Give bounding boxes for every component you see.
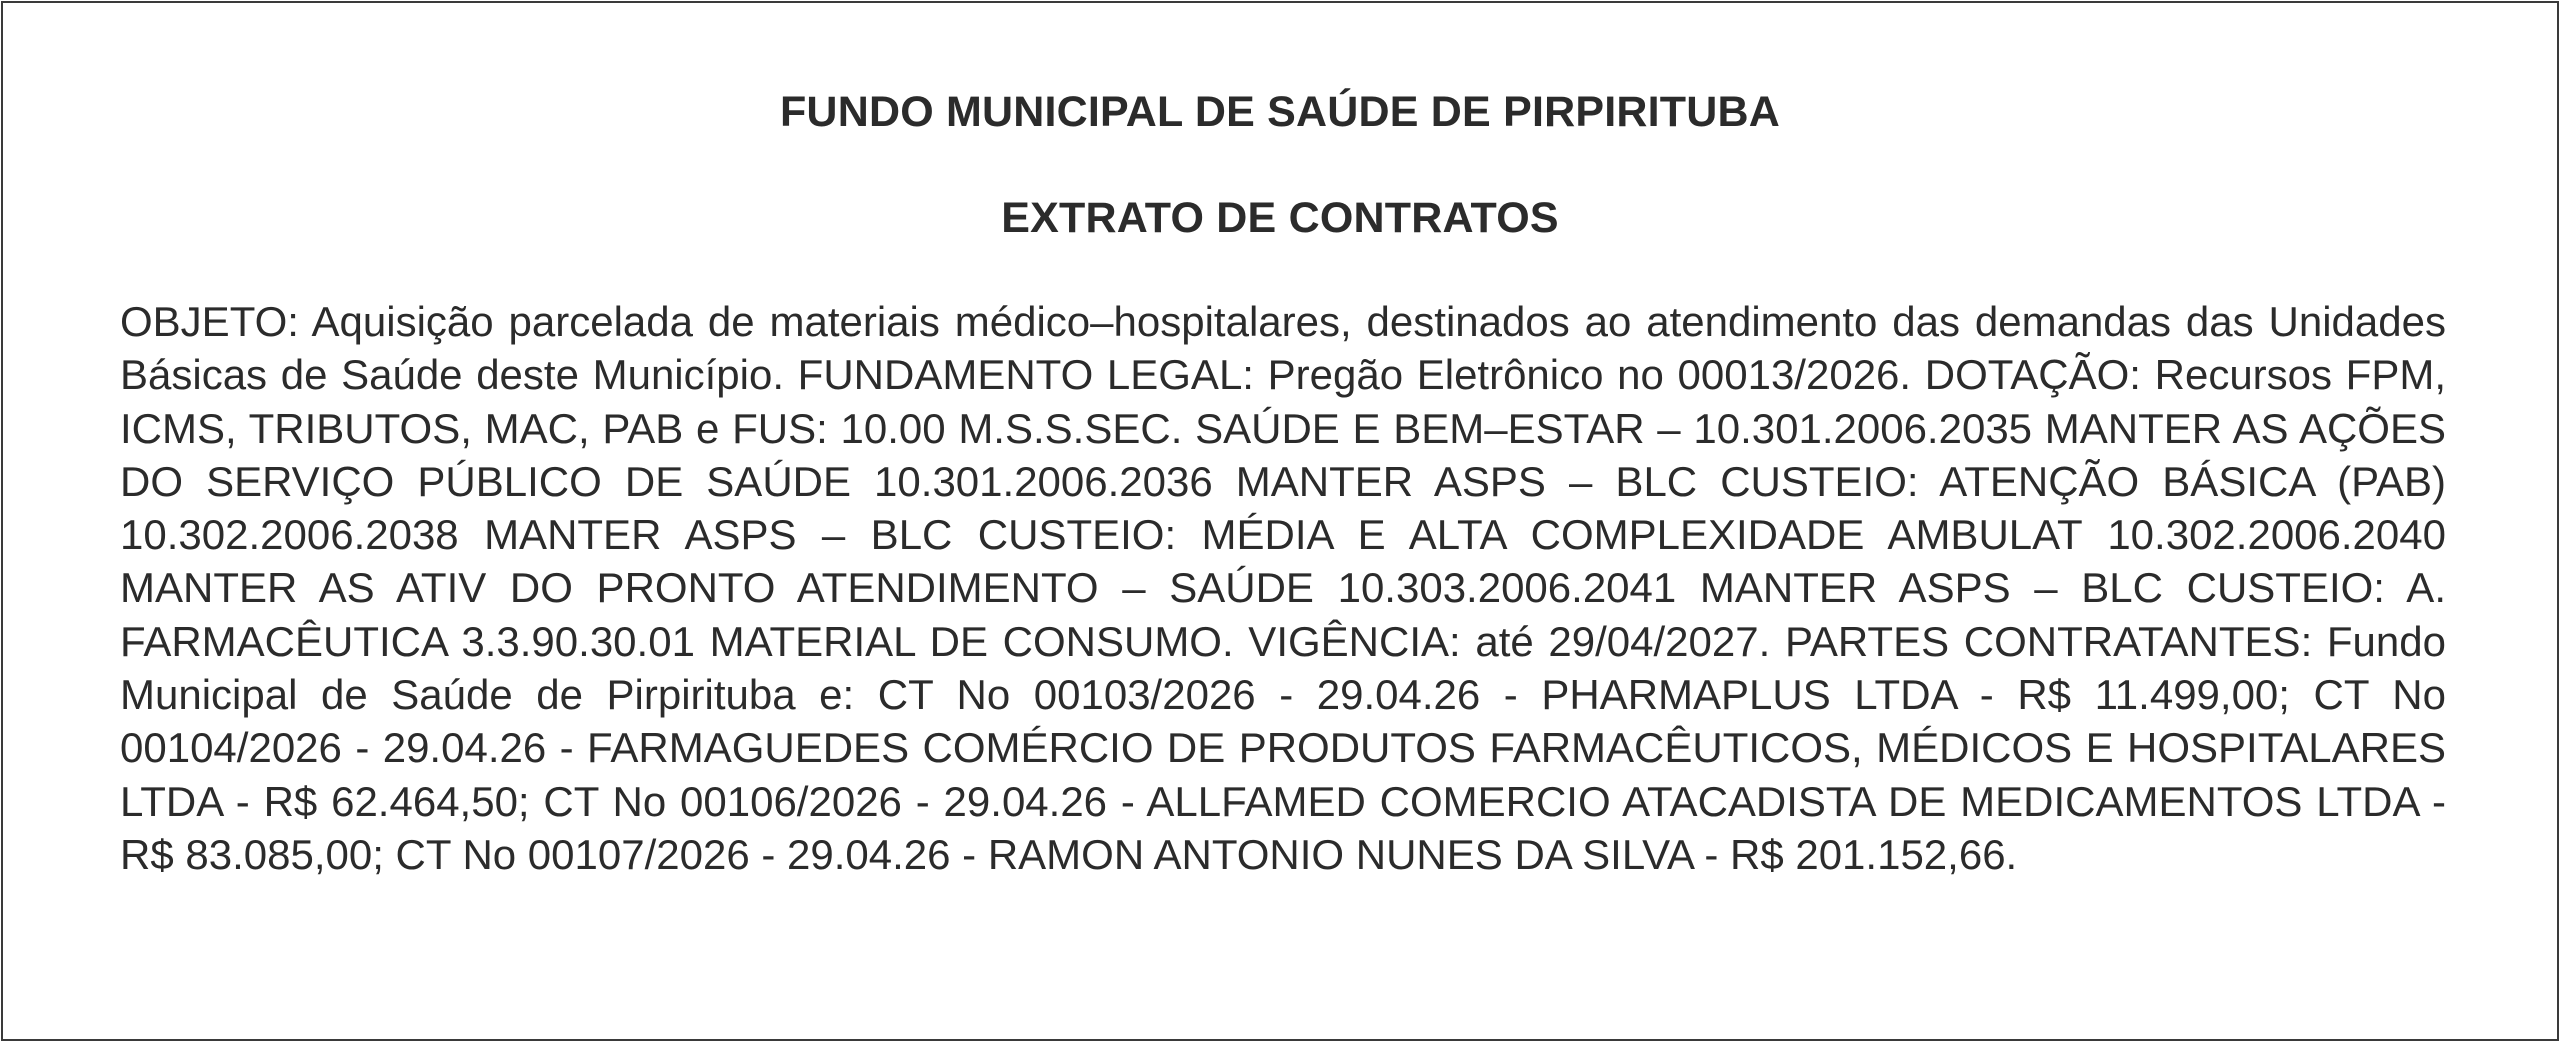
document-type-heading: EXTRATO DE CONTRATOS — [1001, 194, 1559, 242]
document-frame — [1, 1, 2559, 1041]
organization-title: FUNDO MUNICIPAL DE SAÚDE DE PIRPIRITUBA — [779, 88, 1781, 136]
contract-extract-paragraph: OBJETO: Aquisição parcelada de materiais médico–hospitalares, destinados ao atendimento das demandas das Unidades Básicas de Saúde deste Município. FUNDAMENTO LEGAL: Pregão Eletrônico no 00013/2026. DOTAÇÃO: Recursos FPM, ICMS, TRIBUTOS, MAC, PAB e FUS: 10.00 M.S.S.SEC. SAÚDE E BEM–ESTAR – 10.301.2006.2035 MANTER AS AÇÕES DO SERVIÇO PÚBLICO DE SAÚDE 10.301.2006.2036 MANTER ASPS – BLC CUSTEIO: ATENÇÃO BÁSICA (PAB) 10.302.2006.2038 MANTER ASPS – BLC CUSTEIO: MÉDIA E ALTA COMPLEXIDADE AMBULAT 10.302.2006.2040 MANTER AS ATIV DO PRONTO ATENDIMENTO – SAÚDE 10.303.2006.2041 MANTER ASPS – BLC CUSTEIO: A. FARMACÊUTICA 3.3.90.30.01 MATERIAL DE CONSUMO. VIGÊNCIA: até 29/04/2027. PARTES CONTRATANTES: Fundo Municipal de Saúde de Pirpirituba e: CT No 00103/2026 - 29.04.26 - PHARMAPLUS LTDA - R$ 11.499,00; CT No 00104/2026 - 29.04.26 - FARMAGUEDES COMÉRCIO DE PRODUTOS FARMACÊUTICOS, MÉDICOS E HOSPITALARES LTDA - R$ 62.464,50; CT No 00106/2026 - 29.04.26 - ALLFAMED COMERCIO ATACADISTA DE MEDICAMENTOS LTDA - R$ 83.085,00; CT No 00107/2026 - 29.04.26 - RAMON ANTONIO NUNES DA SILVA - R$ 201.152,66. — [120, 298, 2446, 878]
